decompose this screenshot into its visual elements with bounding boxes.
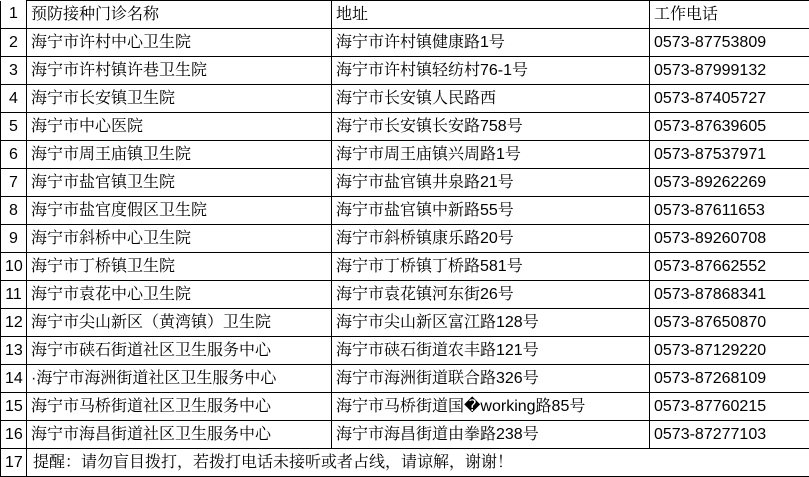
row-number[interactable]: 8 [1,197,27,225]
cell-phone: 0573-87611653 [650,197,809,225]
table-row [1,57,809,85]
table-row [1,85,809,113]
sheet-top-border [26,0,809,1]
cell-address: 海宁市海昌街道由拳路238号 [332,421,650,449]
cell-address: 海宁市马桥街道国�working路85号 [332,393,650,421]
row-number[interactable]: 17 [1,449,27,477]
cell-clinic-name: 海宁市中心医院 [27,113,332,141]
cell-phone: 0573-87753809 [650,29,809,57]
cell-clinic-name: 海宁市长安镇卫生院 [27,85,332,113]
row-number[interactable]: 4 [1,85,27,113]
notice-row [1,449,809,477]
row-number[interactable]: 5 [1,113,27,141]
cell-phone: 0573-89260708 [650,225,809,253]
cell-clinic-name: 海宁市盐官度假区卫生院 [27,197,332,225]
cell-clinic-name: 海宁市丁桥镇卫生院 [27,253,332,281]
cell-clinic-name: 海宁市斜桥中心卫生院 [27,225,332,253]
table-row [1,281,809,309]
cell-phone: 0573-87405727 [650,85,809,113]
cell-phone: 0573-87760215 [650,393,809,421]
cell-phone: 0573-87650870 [650,309,809,337]
cell-clinic-name: 海宁市周王庙镇卫生院 [27,141,332,169]
table-row [1,421,809,449]
cell-clinic-name: 海宁市尖山新区（黄湾镇）卫生院 [27,309,332,337]
cell-phone: 0573-87129220 [650,337,809,365]
table-row [1,197,809,225]
cell-clinic-name: 海宁市海昌街道社区卫生服务中心 [27,421,332,449]
notice-text: 提醒：请勿盲目拨打，若拨打电话未接听或者占线，请谅解，谢谢！ [27,449,809,477]
row-number[interactable]: 12 [1,309,27,337]
cell-address: 海宁市海洲街道联合路326号 [332,365,650,393]
cell-phone: 0573-87277103 [650,421,809,449]
table-row [1,365,809,393]
cell-clinic-name: 海宁市袁花中心卫生院 [27,281,332,309]
row-number[interactable]: 6 [1,141,27,169]
row-number[interactable]: 15 [1,393,27,421]
cell-phone: 0573-87662552 [650,253,809,281]
row-number[interactable]: 3 [1,57,27,85]
table-row [1,393,809,421]
table-row [1,29,809,57]
column-header-phone: 工作电话 [650,1,809,29]
row-number[interactable]: 11 [1,281,27,309]
table-header-row [1,1,809,29]
cell-phone: 0573-87999132 [650,57,809,85]
cell-address: 海宁市长安镇长安路758号 [332,113,650,141]
cell-address: 海宁市盐官镇中新路55号 [332,197,650,225]
cell-address: 海宁市尖山新区富江路128号 [332,309,650,337]
cell-address: 海宁市丁桥镇丁桥路581号 [332,253,650,281]
cell-address: 海宁市长安镇人民路西 [332,85,650,113]
column-header-address: 地址 [332,1,650,29]
table-row [1,113,809,141]
cell-phone: 0573-87268109 [650,365,809,393]
table-row [1,141,809,169]
cell-clinic-name: 海宁市马桥街道社区卫生服务中心 [27,393,332,421]
column-header-name: 预防接种门诊名称 [27,1,332,29]
cell-clinic-name: 海宁市盐官镇卫生院 [27,169,332,197]
row-number[interactable]: 14 [1,365,27,393]
row-number[interactable]: 2 [1,29,27,57]
row-number[interactable]: 10 [1,253,27,281]
cell-clinic-name: 海宁市硖石街道社区卫生服务中心 [27,337,332,365]
cell-address: 海宁市斜桥镇康乐路20号 [332,225,650,253]
row-number[interactable]: 1 [1,1,27,29]
cell-phone: 0573-87868341 [650,281,809,309]
cell-address: 海宁市许村镇轻纺村76-1号 [332,57,650,85]
cell-phone: 0573-87639605 [650,113,809,141]
cell-phone: 0573-89262269 [650,169,809,197]
row-number[interactable]: 9 [1,225,27,253]
row-number[interactable]: 16 [1,421,27,449]
table-row [1,309,809,337]
cell-clinic-name: ·海宁市海洲街道社区卫生服务中心 [27,365,332,393]
table-row [1,337,809,365]
table-row [1,225,809,253]
table-row [1,169,809,197]
clinic-table-body [1,1,809,477]
row-number[interactable]: 7 [1,169,27,197]
cell-phone: 0573-87537971 [650,141,809,169]
cell-clinic-name: 海宁市许村镇许巷卫生院 [27,57,332,85]
cell-address: 海宁市周王庙镇兴周路1号 [332,141,650,169]
table-row [1,253,809,281]
cell-address: 海宁市盐官镇井泉路21号 [332,169,650,197]
cell-address: 海宁市袁花镇河东街26号 [332,281,650,309]
cell-address: 海宁市许村镇健康路1号 [332,29,650,57]
cell-address: 海宁市硖石街道农丰路121号 [332,337,650,365]
row-number[interactable]: 13 [1,337,27,365]
cell-clinic-name: 海宁市许村中心卫生院 [27,29,332,57]
